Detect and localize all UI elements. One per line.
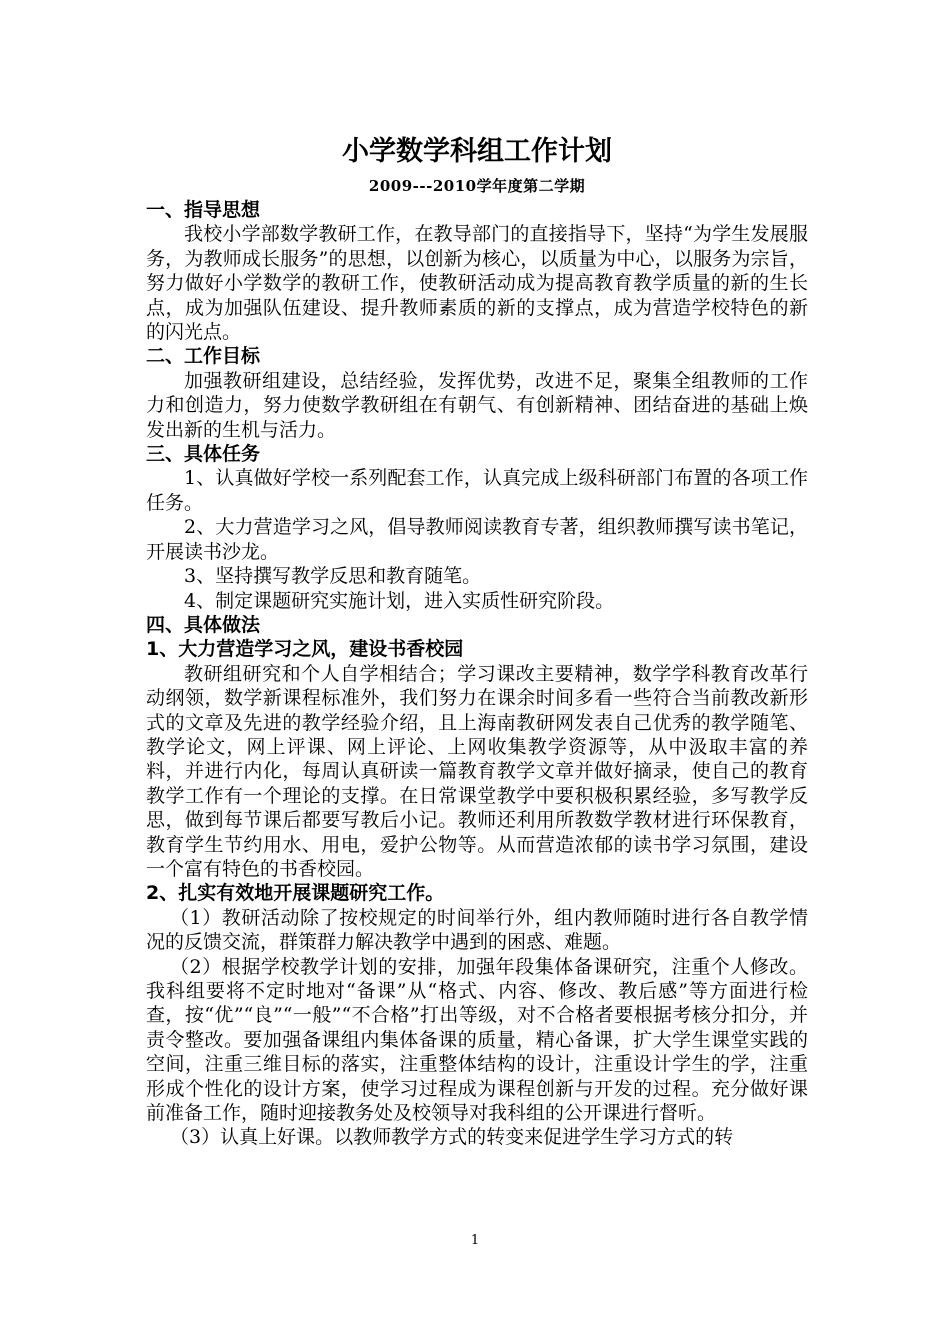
subheading-research-work: 2、扎实有效地开展课题研究工作。 <box>146 882 445 905</box>
task-item-4: 4、制定课题研究实施计划，进入实质性研究阶段。 <box>184 589 615 612</box>
section-heading-specific-methods: 四、具体做法 <box>146 613 261 636</box>
document-subtitle: 2009---2010学年度第二学期 <box>368 177 586 195</box>
task-item-2: 2、大力营造学习之风，倡导教师阅读教育专著，组织教师撰写读书笔记，开展读书沙龙。 <box>146 516 808 563</box>
section-heading-guiding-thought: 一、指导思想 <box>146 199 261 221</box>
subheading-learning-atmosphere: 1、大力营造学习之风，建设书香校园 <box>146 638 464 661</box>
task-item-1: 1、认真做好学校一系列配套工作，认真完成上级科研部门布置的各项工作任务。 <box>146 467 808 514</box>
paragraph-work-goals: 加强教研组建设，总结经验，发挥优势，改进不足，聚集全组教师的工作力和创造力，努力使数学教研组在有朝气、有创新精神、团结奋进的基础上焕发出新的生机与活力。 <box>146 369 808 441</box>
research-item-3: （3）认真上好课。以教师教学方式的转变来促进学生学习方式的转 <box>170 1126 734 1149</box>
task-item-3: 3、坚持撰写教学反思和教育随笔。 <box>184 565 482 588</box>
page-number: 1 <box>470 1233 480 1248</box>
research-item-1: （1）教研活动除了按校规定的时间举行外，组内教师随时进行各自教学情况的反馈交流，群策群力解决教学中遇到的困惑、难题。 <box>146 906 808 954</box>
research-item-2: （2）根据学校教学计划的安排，加强年段集体备课研究，注重个人修改。我科组要将不定时地对“备课”从“格式、内容、修改、教后感”等方面进行检查，按“优”“良”“一般”“不合格”打出等级，对不合格者要根据考核分扣分，并责令整改。要加强备课组内集体备课的质量，精心备课，扩大学生课堂实践的空间，注重三维目标的落实，注重整体结构的设计，注重设计学生的学，注重形成个性化的设计方案，使学习过程成为课程创新与开发的过程。充分做好课前准备工作，随时迎接教务处及校领导对我科组的公开课进行督听。 <box>146 955 808 1125</box>
section-heading-work-goals: 二、工作目标 <box>146 345 261 368</box>
section-heading-specific-tasks: 三、具体任务 <box>146 443 261 466</box>
paragraph-learning-atmosphere: 教研组研究和个人自学相结合；学习课改主要精神，数学学科教育改革行动纲领，数学新课程标准外，我们努力在课余时间多看一些符合当前教改新形式的文章及先进的教学经验介绍，且上海南教研网发表自己优秀的教学随笔、教学论文，网上评课、网上评论、上网收集教学资源等，从中汲取丰富的养料，并进行内化，每周认真研读一篇教育教学文章并做好摘录，使自己的教育教学工作有一个理论的支撑。在日常课堂教学中要积极积累经验，多写教学反思，做到每节课后都要写教后小记。教师还利用所教数学教材进行环保教育，教育学生节约用水、用电，爱护公物等。从而营造浓郁的读书学习氛围，建设一个富有特色的书香校园。 <box>146 662 808 880</box>
document-title: 小学数学科组工作计划 <box>342 136 612 167</box>
paragraph-guiding-thought: 我校小学部数学教研工作，在教导部门的直接指导下，坚持“为学生发展服务，为教师成长服务”的思想，以创新为核心，以质量为中心，以服务为宗旨，努力做好小学数学的教研工作，使教研活动成为提高教育教学质量的新的生长点，成为加强队伍建设、提升教师素质的新的支撑点，成为营造学校特色的新的闪光点。 <box>146 223 808 344</box>
document-body <box>146 132 808 1150</box>
